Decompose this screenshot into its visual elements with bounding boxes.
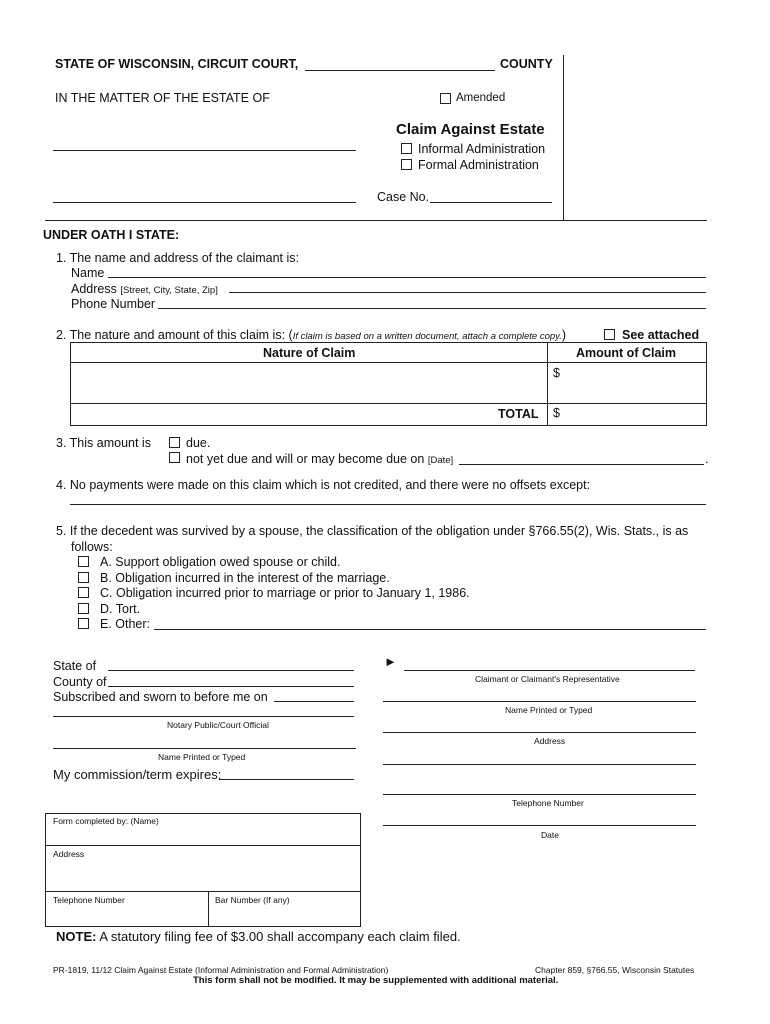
form-completed-box — [45, 813, 361, 927]
address-label — [71, 282, 218, 296]
claim-table-body-rule — [70, 403, 707, 404]
not-yet-due-checkbox[interactable] — [169, 452, 180, 463]
due-checkbox[interactable] — [169, 437, 180, 448]
claimant-phone-field[interactable] — [158, 308, 706, 309]
due-date-field[interactable] — [459, 464, 704, 465]
claimant-address-sig-field-2[interactable] — [383, 764, 696, 765]
completed-rule-2 — [45, 891, 361, 892]
claimant-rep-label: Claimant or Claimant's Representative — [475, 674, 620, 684]
due-date-period: . — [705, 452, 709, 466]
state-of-label: State of — [53, 659, 97, 673]
completed-rule-1 — [45, 845, 361, 846]
court-label: STATE OF WISCONSIN, CIRCUIT COURT, — [55, 57, 299, 71]
statutes-ref: Chapter 859, §766.55, Wisconsin Statutes — [535, 965, 695, 975]
completed-address-label: Address — [53, 849, 85, 859]
notary-printed-label: Name Printed or Typed — [158, 752, 246, 762]
header-bottom-rule — [45, 220, 707, 221]
amended-label: Amended — [456, 92, 506, 104]
informal-admin-checkbox[interactable] — [401, 143, 412, 154]
claimant-phone-label: Telephone Number — [512, 798, 584, 808]
county-of-label: County of — [53, 675, 107, 689]
phone-label: Phone Number — [71, 297, 156, 311]
item3-text: 3. This amount is — [56, 436, 151, 450]
option-b-checkbox[interactable] — [78, 572, 89, 583]
modification-warning: This form shall not be modified. It may be supplemented with additional material. — [193, 975, 559, 986]
name-label: Name — [71, 266, 105, 280]
item2-text — [56, 328, 566, 342]
estate-matter-label: IN THE MATTER OF THE ESTATE OF — [55, 91, 270, 105]
claimant-printed-name-field[interactable] — [383, 701, 696, 702]
offsets-field[interactable] — [70, 504, 706, 505]
address-label-text: Address — [71, 282, 117, 296]
county-label: COUNTY — [500, 57, 553, 71]
option-d-checkbox[interactable] — [78, 603, 89, 614]
option-e-label: E. Other: — [100, 617, 151, 631]
option-a-label: A. Support obligation owed spouse or child. — [100, 555, 341, 569]
total-dollar-sign: $ — [553, 406, 560, 420]
claimant-phone-sig-field[interactable] — [383, 794, 696, 795]
nature-of-claim-field[interactable] — [72, 364, 545, 402]
completed-bar-label: Bar Number (If any) — [215, 895, 290, 905]
note-text: A statutory filing fee of $3.00 shall accompany each claim filed. — [96, 929, 461, 944]
oath-heading: UNDER OATH I STATE: — [43, 228, 180, 242]
item2-note: If claim is based on a written document, attach a complete copy. — [292, 331, 562, 342]
commission-field[interactable] — [219, 779, 354, 780]
see-attached-checkbox[interactable] — [604, 329, 615, 340]
date-hint: [Date] — [427, 455, 454, 466]
signature-arrow-icon: ► — [384, 654, 397, 669]
amount-dollar-sign: $ — [553, 366, 560, 380]
other-field[interactable] — [154, 629, 706, 630]
header-divider — [563, 55, 564, 221]
notary-name-field[interactable] — [53, 748, 356, 749]
notary-official-label: Notary Public/Court Official — [167, 720, 269, 730]
completed-by-label: Form completed by: (Name) — [53, 816, 159, 826]
completed-col-divider — [208, 891, 209, 927]
option-e-checkbox[interactable] — [78, 618, 89, 629]
county-field[interactable] — [108, 686, 354, 687]
fee-note — [56, 929, 461, 944]
item2-label: 2. The nature and amount of this claim is: ( — [56, 328, 293, 342]
not-yet-due-label: not yet due and will or may become due on — [186, 452, 425, 466]
commission-label: My commission/term expires: — [53, 767, 222, 782]
subscribed-label: Subscribed and sworn to before me on — [53, 690, 268, 704]
see-attached-label: See attached — [622, 328, 700, 342]
note-label: NOTE: — [56, 929, 97, 944]
claimant-date-field[interactable] — [383, 825, 696, 826]
due-label: due. — [186, 436, 211, 450]
option-c-label: C. Obligation incurred prior to marriage or prior to January 1, 1986. — [100, 586, 470, 600]
claimant-signature-field[interactable] — [404, 670, 695, 671]
formal-admin-label: Formal Administration — [418, 158, 539, 172]
claimant-printed-label: Name Printed or Typed — [505, 705, 593, 715]
subscribed-date-field[interactable] — [274, 701, 354, 702]
claimant-address-sig-field[interactable] — [383, 732, 696, 733]
county-name-field[interactable] — [305, 70, 495, 71]
claimant-address-field[interactable] — [229, 292, 706, 293]
item5-text: 5. If the decedent was survived by a spouse, the classification of the obligation under §766.55(2), Wis. Stats., is as — [56, 524, 689, 538]
total-label: TOTAL — [498, 407, 539, 421]
form-id: PR-1819, 11/12 Claim Against Estate (Informal Administration and Formal Administration) — [53, 965, 389, 975]
item1-text: 1. The name and address of the claimant is: — [56, 251, 299, 265]
claim-table-col-divider — [547, 342, 548, 426]
claimant-address-label: Address — [534, 736, 566, 746]
case-no-field[interactable] — [430, 202, 552, 203]
case-no-label: Case No. — [377, 190, 430, 204]
option-b-label: B. Obligation incurred in the interest of the marriage. — [100, 571, 390, 585]
address-hint: [Street, City, State, Zip] — [120, 285, 218, 296]
amount-col-header: Amount of Claim — [576, 346, 676, 360]
decedent-name-field-2[interactable] — [53, 202, 356, 203]
informal-admin-label: Informal Administration — [418, 142, 546, 156]
state-field[interactable] — [108, 670, 354, 671]
claim-table-header-rule — [70, 362, 707, 363]
option-a-checkbox[interactable] — [78, 556, 89, 567]
notary-signature-field[interactable] — [53, 716, 354, 717]
item4-text: 4. No payments were made on this claim which is not credited, and there were no offsets except: — [56, 478, 591, 492]
claimant-name-field[interactable] — [108, 277, 706, 278]
item2-close: ) — [561, 328, 567, 342]
nature-col-header: Nature of Claim — [263, 346, 356, 360]
completed-phone-label: Telephone Number — [53, 895, 125, 905]
option-c-checkbox[interactable] — [78, 587, 89, 598]
claimant-date-label: Date — [541, 830, 559, 840]
item5-follows: follows: — [71, 540, 113, 554]
decedent-name-field[interactable] — [53, 150, 356, 151]
amended-checkbox[interactable] — [440, 93, 451, 104]
formal-admin-checkbox[interactable] — [401, 159, 412, 170]
form-title: Claim Against Estate — [396, 121, 545, 138]
not-yet-due-text — [186, 452, 453, 466]
option-d-label: D. Tort. — [100, 602, 141, 616]
